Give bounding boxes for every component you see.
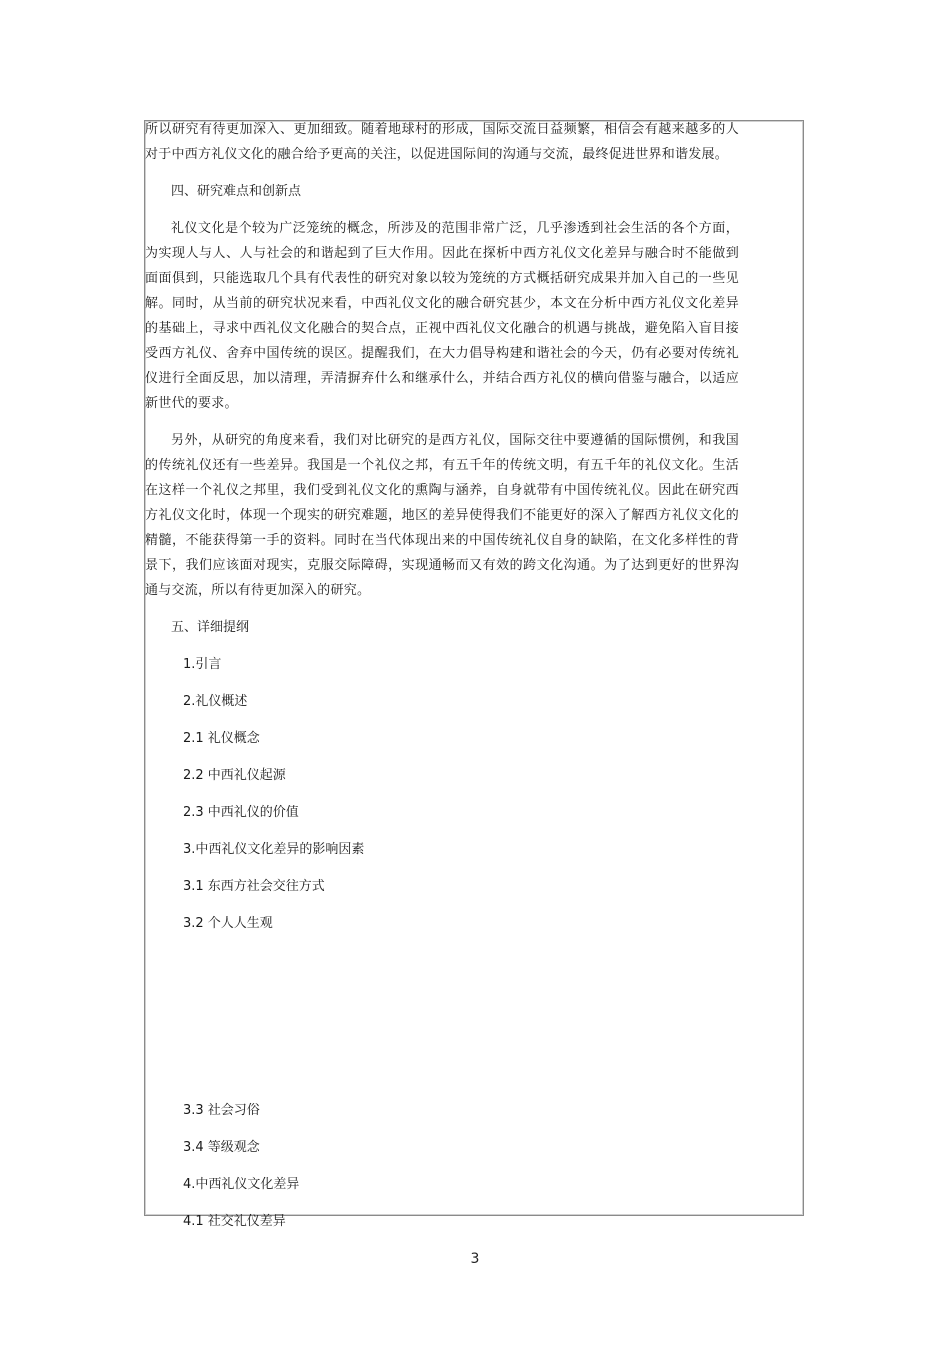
outline-item: 3.3 社会习俗 bbox=[183, 1103, 260, 1118]
outline-item: 2.2 中西礼仪起源 bbox=[183, 768, 286, 783]
outline-item: 3.4 等级观念 bbox=[183, 1140, 260, 1155]
spacer bbox=[145, 603, 739, 615]
outline-item: 3.中西礼仪文化差异的影响因素 bbox=[183, 842, 365, 857]
outline-item: 4.中西礼仪文化差异 bbox=[183, 1177, 300, 1192]
outline-item: 1.引言 bbox=[183, 657, 222, 672]
outline-item: 3.1 东西方社会交往方式 bbox=[183, 879, 325, 894]
spacer bbox=[145, 640, 739, 652]
section-heading-difficulties: 四、研究难点和创新点 bbox=[171, 184, 302, 199]
difficulties-paragraph-2: 另外，从研究的角度来看，我们对比研究的是西方礼仪，国际交往中要遵循的国际惯例，和我国的传统礼仪还有一些差异。我国是一个礼仪之邦，有五千年的传统文明，有五千年的礼仪文化。生活在这样一个礼仪之邦里，我们受到礼仪文化的熏陶与涵养，自身就带有中国传统礼仪。因此在研究西方礼仪文化时，体现一个现实的研究难题，地区的差异使得我们不能更好的深入了解西方礼仪文化的精髓，不能获得第一手的资料。同时在当代体现出来的中国传统礼仪自身的缺陷，在文化多样性的背景下，我们应该面对现实，克服交际障碍，实现通畅而又有效的跨文化沟通。为了达到更好的世界沟通与交流，所以有待更加深入的研究。 bbox=[145, 433, 739, 598]
continuation-paragraph: 所以研究有待更加深入、更加细致。随着地球村的形成，国际交流日益频繁，相信会有越来越多的人对于中西方礼仪文化的融合给予更高的关注，以促进国际间的沟通与交流，最终促进世界和谐发展。 bbox=[145, 122, 739, 162]
outline-item: 2.3 中西礼仪的价值 bbox=[183, 805, 299, 820]
section-heading-outline: 五、详细提纲 bbox=[171, 620, 250, 635]
page-number: 3 bbox=[470, 1251, 480, 1267]
blank-space bbox=[145, 948, 739, 1098]
spacer bbox=[145, 204, 739, 216]
spacer bbox=[145, 167, 739, 179]
outline-item: 3.2 个人人生观 bbox=[183, 916, 273, 931]
outline-item: 2.1 礼仪概念 bbox=[183, 731, 260, 746]
document-body bbox=[145, 117, 739, 1246]
spacer bbox=[145, 416, 739, 428]
outline-item: 2.礼仪概述 bbox=[183, 694, 248, 709]
difficulties-paragraph-1: 礼仪文化是个较为广泛笼统的概念，所涉及的范围非常广泛，几乎渗透到社会生活的各个方面，为实现人与人、人与社会的和谐起到了巨大作用。因此在探析中西方礼仪文化差异与融合时不能做到面面俱到，只能选取几个具有代表性的研究对象以较为笼统的方式概括研究成果并加入自己的一些见解。同时，从当前的研究状况来看，中西礼仪文化的融合研究甚少，本文在分析中西方礼仪文化差异的基础上，寻求中西礼仪文化融合的契合点，正视中西礼仪文化融合的机遇与挑战，避免陷入盲目接受西方礼仪、舍弃中国传统的误区。提醒我们，在大力倡导构建和谐社会的今天，仍有必要对传统礼仪进行全面反思，加以清理，弄清摒弃什么和继承什么，并结合西方礼仪的横向借鉴与融合，以适应新世代的要求。 bbox=[145, 221, 739, 411]
outline-list bbox=[145, 652, 739, 1246]
outline-item: 4.1 社交礼仪差异 bbox=[183, 1214, 286, 1229]
